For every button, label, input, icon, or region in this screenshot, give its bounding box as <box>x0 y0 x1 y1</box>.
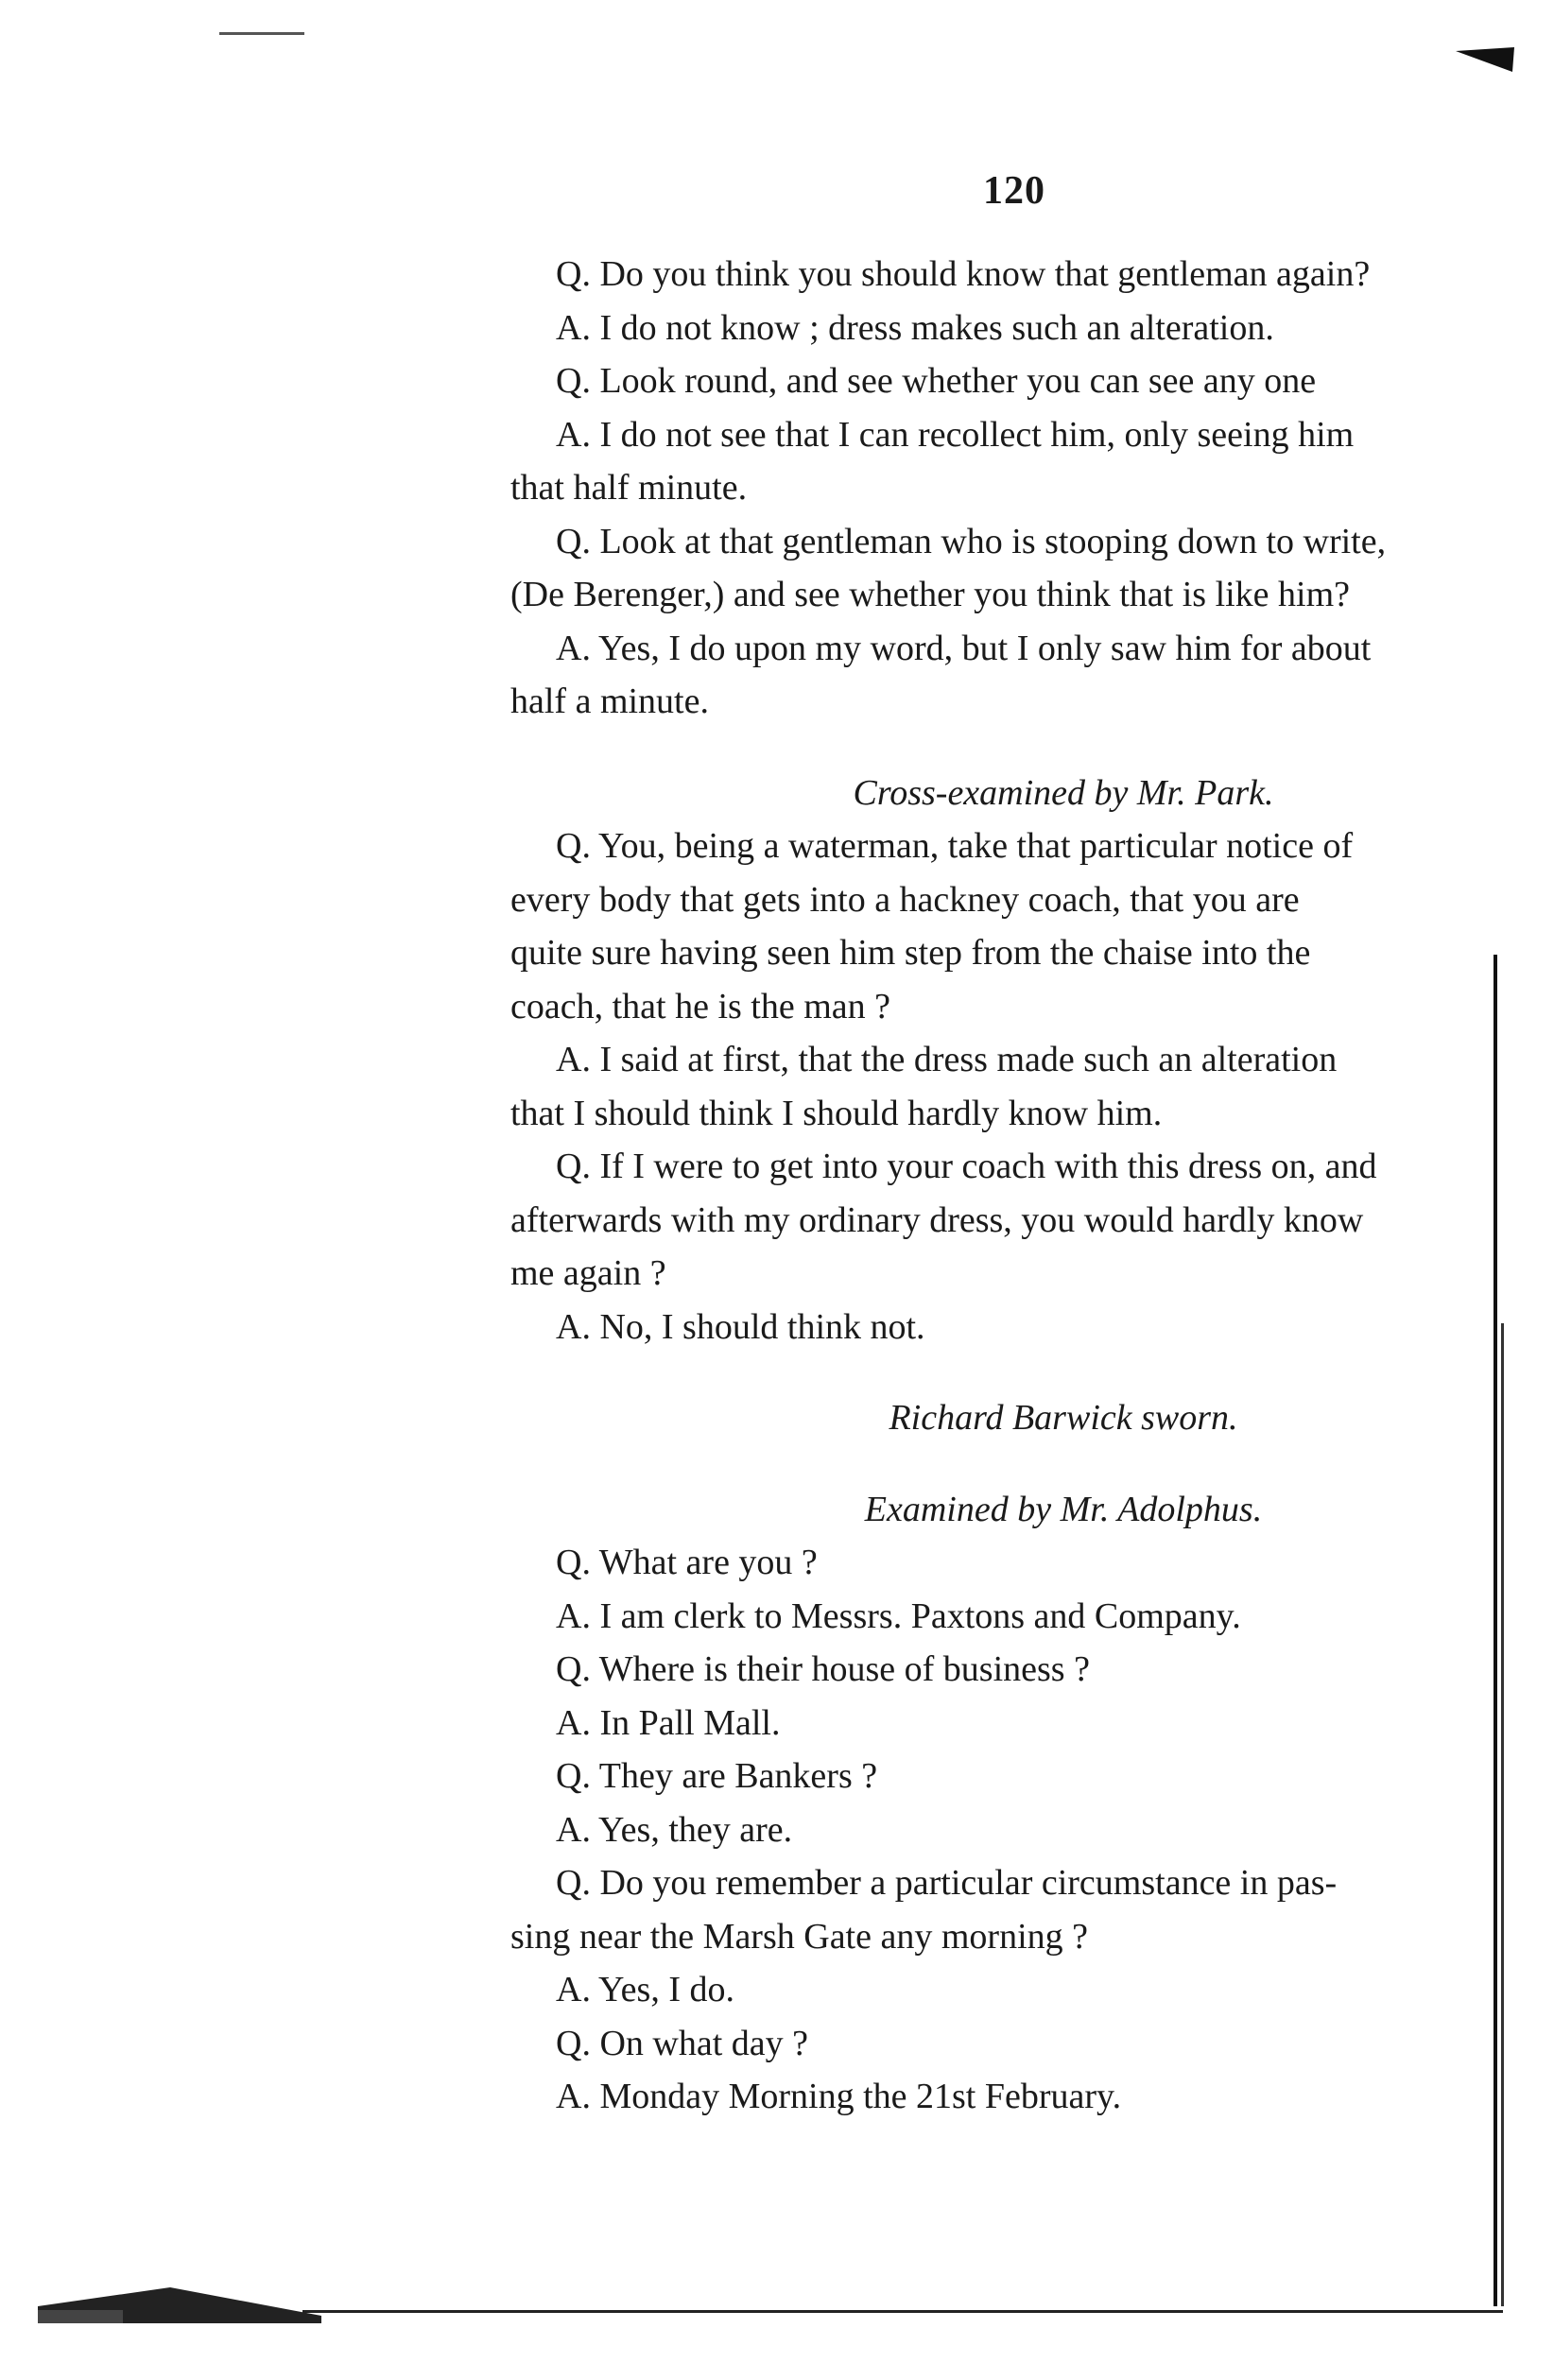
text-line: that I should think I should hardly know him. <box>510 1093 1163 1133</box>
section-heading-examined: Examined by Mr. Adolphus. <box>864 1489 1263 1529</box>
text-line: A. I do not see that I can recollect him, only seeing him <box>556 414 1355 455</box>
paragraph <box>510 1301 1503 1354</box>
paragraph <box>510 622 1503 729</box>
text-line: A. Yes, I do. <box>556 1970 734 2009</box>
transcript-body <box>510 248 1503 2124</box>
paragraph <box>510 1803 1503 1857</box>
paragraph <box>510 1033 1503 1140</box>
paragraph <box>510 248 1503 302</box>
text-line: A. In Pall Mall. <box>556 1702 781 1743</box>
paragraph <box>510 515 1503 622</box>
text-line: A. Yes, they are. <box>556 1809 793 1850</box>
paragraph <box>510 1140 1503 1301</box>
text-line: half a minute. <box>510 681 709 721</box>
paragraph <box>510 1697 1503 1751</box>
paragraph <box>510 2070 1503 2124</box>
text-line: afterwards with my ordinary dress, you would hardly know <box>510 1199 1364 1240</box>
text-line: Q. They are Bankers ? <box>556 1756 878 1796</box>
paragraph <box>510 354 1503 408</box>
paragraph <box>510 1750 1503 1803</box>
paragraph <box>510 1536 1503 1590</box>
text-line: A. Monday Morning the 21st February. <box>556 2077 1122 2116</box>
paragraph <box>510 408 1503 515</box>
page-bottom-edge <box>302 2310 1503 2313</box>
text-line: Q. What are you ? <box>556 1543 818 1582</box>
section-heading-sworn: Richard Barwick sworn. <box>889 1398 1238 1438</box>
paragraph <box>510 1643 1503 1697</box>
text-line: coach, that he is the man ? <box>510 986 891 1026</box>
scan-mark <box>219 32 304 35</box>
text-line: A. I am clerk to Messrs. Paxtons and Company. <box>556 1595 1241 1636</box>
spacer <box>510 729 1503 767</box>
text-line: me again ? <box>510 1253 666 1293</box>
section-heading-cross-examined: Cross-examined by Mr. Park. <box>853 772 1274 813</box>
examination-section-1 <box>510 248 1503 729</box>
paragraph <box>510 1590 1503 1644</box>
spacer <box>510 1354 1503 1391</box>
text-line: Q. On what day ? <box>556 2023 808 2063</box>
text-line: Q. Look round, and see whether you can see any one <box>556 361 1317 401</box>
paragraph <box>510 1963 1503 2017</box>
text-line: A. I said at first, that the dress made such an alteration <box>556 1040 1338 1079</box>
text-line: A. I do not know ; dress makes such an alteration. <box>556 307 1274 348</box>
text-line: sing near the Marsh Gate any morning ? <box>510 1916 1088 1957</box>
paragraph <box>510 819 1503 1033</box>
corner-fold-mark <box>1456 47 1514 72</box>
text-line: Q. If I were to get into your coach with this dress on, and <box>556 1147 1377 1186</box>
text-line: (De Berenger,) and see whether you think that is like him? <box>510 575 1351 614</box>
text-line: Q. Do you remember a particular circumstance in pas- <box>556 1863 1338 1903</box>
scan-smudge <box>38 2250 321 2335</box>
text-line: Q. Look at that gentleman who is stooping down to write, <box>556 521 1387 561</box>
text-line: quite sure having seen him step from the chaise into the <box>510 933 1311 973</box>
text-line: every body that gets into a hackney coach, that you are <box>510 879 1300 920</box>
examination-section-2 <box>510 1536 1503 2124</box>
paragraph <box>510 1856 1503 1963</box>
text-line: A. No, I should think not. <box>556 1306 925 1347</box>
paragraph <box>510 2017 1503 2071</box>
text-line: Q. Do you think you should know that gentleman again? <box>556 254 1371 294</box>
spacer <box>510 1445 1503 1483</box>
text-line: that half minute. <box>510 468 748 508</box>
paragraph <box>510 302 1503 355</box>
page-number: 120 <box>983 169 1045 213</box>
cross-examination-section <box>510 819 1503 1354</box>
text-line: Q. Where is their house of business ? <box>556 1649 1090 1689</box>
text-line: A. Yes, I do upon my word, but I only saw him for about <box>556 628 1372 668</box>
text-line: Q. You, being a waterman, take that particular notice of <box>556 826 1354 866</box>
